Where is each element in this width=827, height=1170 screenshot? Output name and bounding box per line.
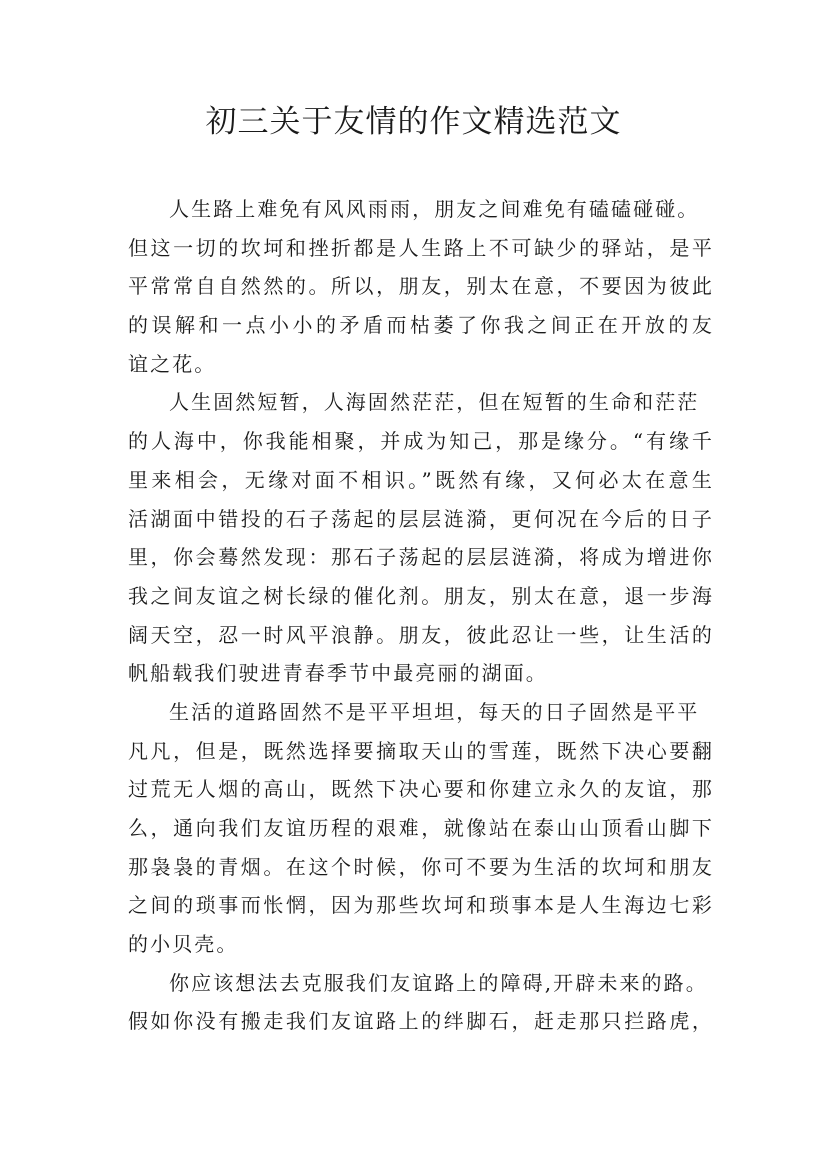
text-line: 你应该想法去克服我们友谊路上的障碍,开辟未来的路。 xyxy=(169,970,708,995)
text-line: 之间的琐事而怅惘，因为那些坎坷和琐事本是人生海边七彩 xyxy=(128,893,714,918)
text-line: 平常常自自然然的。所以，朋友，别太在意，不要因为彼此 xyxy=(128,274,714,299)
text-line: 帆船载我们驶进青春季节中最亮丽的湖面。 xyxy=(128,661,548,686)
text-line: 生活的道路固然不是平平坦坦，每天的日子固然是平平 xyxy=(169,699,700,724)
text-line: 过荒无人烟的高山，既然下决心要和你建立永久的友谊，那 xyxy=(128,777,714,802)
text-line: 谊之花。 xyxy=(128,351,217,376)
document-title: 初三关于友情的作文精选范文 xyxy=(205,104,622,140)
text-line: 阔天空，忍一时风平浪静。朋友，彼此忍让一些，让生活的 xyxy=(128,622,714,647)
text-line: 么，通向我们友谊历程的艰难，就像站在泰山山顶看山脚下 xyxy=(128,816,714,840)
text-line: 的误解和一点小小的矛盾而枯萎了你我之间正在开放的友 xyxy=(128,313,714,338)
text-line: 活湖面中错投的石子荡起的层层涟漪，更何况在今后的日子 xyxy=(128,506,714,531)
text-line: 里来相会，无缘对面不相识。”既然有缘，又何必太在意生 xyxy=(128,467,714,492)
text-line: 假如你没有搬走我们友谊路上的绊脚石，赶走那只拦路虎， xyxy=(128,1009,714,1034)
text-line: 人生固然短暂，人海固然茫茫，但在短暂的生命和茫茫 xyxy=(169,390,700,415)
text-line: 但这一切的坎坷和挫折都是人生路上不可缺少的驿站，是平 xyxy=(128,235,714,260)
document-body xyxy=(128,190,714,1041)
text-line: 凡凡，但是，既然选择要摘取天山的雪莲，既然下决心要翻 xyxy=(128,738,714,763)
text-line: 那袅袅的青烟。在这个时候，你可不要为生活的坎坷和朋友 xyxy=(128,854,714,879)
text-line: 人生路上难免有风风雨雨，朋友之间难免有磕磕碰碰。 xyxy=(169,197,700,221)
text-line: 的小贝壳。 xyxy=(128,932,239,957)
text-line: 的人海中，你我能相聚，并成为知己，那是缘分。“有缘千 xyxy=(128,429,714,454)
text-line: 我之间友谊之树长绿的催化剂。朋友，别太在意，退一步海 xyxy=(128,583,714,608)
text-line: 里，你会蓦然发现：那石子荡起的层层涟漪，将成为增进你 xyxy=(128,545,714,570)
